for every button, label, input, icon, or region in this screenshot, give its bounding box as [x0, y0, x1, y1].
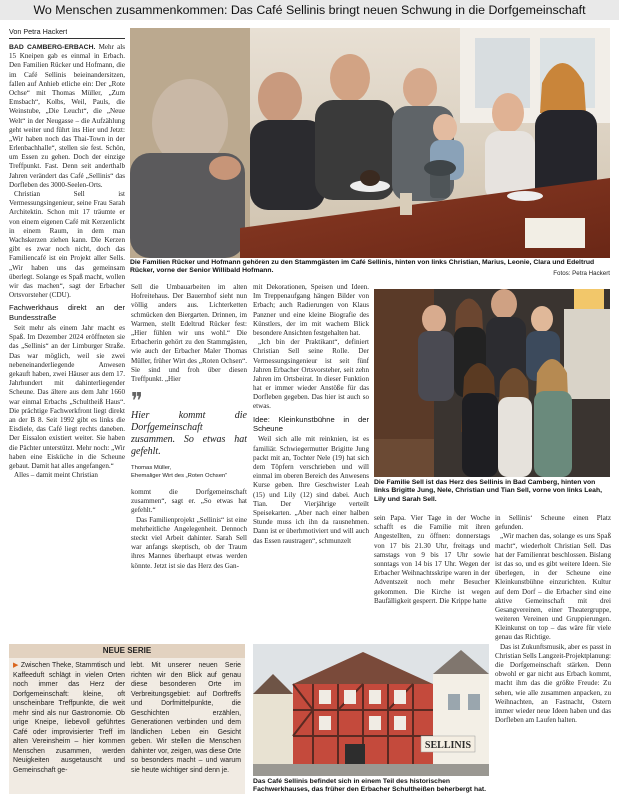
photo-families-caption: Die Familien Rücker und Hofmann gehören zu den Stammgästen im Café Sellinis, hinten von links Christian, Marius, Leonie, Clara und Edeltrud Rücker, vorne der Senior Willibald Hofmann.	[130, 259, 595, 275]
article-column-3	[253, 283, 369, 639]
triangle-bullet-icon: ▶	[13, 662, 19, 669]
headline: Wo Menschen zusammenkommen: Das Café Sellinis bringt neuen Schwung in die Dorfgemeinschaft	[0, 0, 619, 20]
photo-fachwerkhaus-caption: Das Café Sellinis befindet sich in einem Teil des historischen Fachwerkhauses, das früher den Erbacher Schultheißen beherbergt hat.	[253, 778, 487, 794]
subheading-fachwerkhaus: Fachwerkhaus direkt an der Bundesstraße	[9, 303, 125, 322]
photo-sell-family	[374, 289, 610, 477]
quotation-mark-icon: ❞	[131, 388, 143, 414]
col5-paragraph-3: Das ist Zukunftsmusik, aber es passt in Christian Sells Langzeit-Projektplanung: die Dorfgemeinschaft stärken. Denn obwohl er gar nicht aus Erbach kommt, macht ihm das die größte Freude: Zu sehen, wie alle zusammen anpacken, zu Weihnachten, an Fastnacht, Ostern immer wieder neue Ideen haben und das Dorfleben am Laufen halten.	[495, 642, 611, 725]
col3-paragraph-2: „Ich bin der Praktikant“, definiert Christian Sell seine Rolle. Der Vermessungsingenieur ist seit fünf Jahren Erbacher Ortsvorsteher, seit zehn Jahren im Ortsbeirat. In dieser Funktion hat er immer wieder Anstöße für das Dorfleben gegeben. Das hier ist auch so etwas.	[253, 338, 369, 411]
photo-fachwerkhaus	[253, 644, 489, 776]
byline-rule	[9, 38, 125, 39]
info-box-left-paragraph: Zwischen Theke, Stammtisch und Kaffeeduft schlägt in vielen Orten noch immer das Herz der Dorfgemeinschaft: kleine, oft unscheinbare Treffpunkte, die weit mehr sind als nur Gastronomie. Ob urige Kneipe, liebevoll geführtes Café oder improvisierter Treff im alten Vereinsheim – hier kommen Menschen zusammen, werden Neuigkeiten ausgetauscht und Gemeinschaft ge-	[13, 662, 125, 774]
col2-paragraph-2: kommt die Dorfgemeinschaft zusammen“, sagt er. „So etwas hat gefehlt.“	[131, 488, 247, 515]
photo-families-illustration	[130, 28, 610, 258]
col1-paragraph-4: Alles – damit meint Christian	[14, 471, 98, 480]
cafe-sign-text: SELLINIS	[424, 740, 472, 751]
quote-attribution-role: Ehemaliger Wirt des „Roten Ochsen“	[131, 473, 228, 480]
article-column-2	[131, 283, 247, 639]
info-box-text-right	[131, 661, 241, 793]
col3-paragraph-1: mit Dekorationen, Speisen und Ideen. Im Treppenaufgang hängen Bilder von Erbach; auch Radierungen von Klaus Panzner und eine kleine Biografie des Künstlers, der im mit wachem Blick besondere Ansichten festgehalten hat.	[253, 283, 369, 337]
byline: Von Petra Hackert	[9, 27, 68, 36]
col4-paragraph-1: sein Papa. Vier Tage in der Woche schafft es die Familie mit ihren Angestellten, zu öffnen: donnerstags von 17 bis 21.30 Uhr, freitags und samstags von 9 bis 17 Uhr sowie sonntags von 14 bis 17 Uhr. Wegen der Erbacher Weihnachtsskripe waren in der Adventszeit noch mehr Besucher gekommen. Die Kirche ist wegen Baufälligkeit gesperrt. Die Krippe hatte	[374, 514, 490, 605]
article-column-4	[374, 514, 490, 639]
info-box-title: NEUE SERIE	[9, 644, 245, 658]
dateline: BAD CAMBERG-ERBACH.	[9, 44, 96, 51]
photo-families-at-cafe-table	[130, 28, 610, 258]
info-box-right-paragraph: lebt. Mit unserer neuen Serie richten wir den Blick auf genau diese besonderen Orte im Verbreitungsgebiet: auf Dorftreffs und Dorfmittelpunkte, die Geschichten erzählen, Generationen verbinden und dem ländlichen Leben ein Gesicht geben. Wir stellen die Menschen dahinter vor, zeigen, was diese Orte so besonders macht – und warum sie heute wichtiger sind denn je.	[131, 662, 241, 774]
col1-paragraph-1: Mehr als 15 Kneipen gab es einmal in Erbach. Den Familien Rücker und Hofmann, die im Café Sellinis beieinandersitzen, fallen auf Anhieb etliche ein: Der „Rote Ochse“ mit Thomas Müller, „Zum Emsbach“, Kolbs, Weil, Pauls, die Weinstube, „Die Leucht“, die „Neue Welt“ in der Neugasse – die Aufzählung geht weiter und führt ins Hier und Jetzt: „Wir haben noch das Thai-Town in der Erlenbachhalle“, stellen sie fest. Schön, um Essen zu gehen. Doch der einzige Treffpunkt. Fast. Denn seit anderthalb Jahren verändert das Café „Sellinis“ das Dorfleben des 3000-Seelen-Orts.	[9, 43, 125, 189]
pull-quote: Hier kommt die Dorfgemeinschaft zusammen. So etwas hat gefehlt.	[131, 410, 247, 458]
photo-credit: Fotos: Petra Hackert	[553, 270, 610, 277]
article-column-1	[9, 43, 125, 639]
col3-paragraph-3: Weil sich alle mit reinknien, ist es familiär. Schwiegermutter Brigitte Jung packt mit an, Tochter Nele (19) hat sich dem Töpfern verschrieben und will einmal im oberen Bereich des Anwesens Kurse geben. Ihre Geschwister Leah (15) und Lily (12) sind dabei. Auch Tian. Der Vierjährige verteilt Speisekarten. „Aber nach einer halben Stunde muss ich ihn da rausnehmen. Dann ist er überhmotiviert und will auch das Essen raustragen“, schmunzelt	[253, 435, 369, 545]
col1-paragraph-3: Seit mehr als einem Jahr macht es Spaß. Im Dezember 2024 eröffneten sie das „Sellinis“ an der Limburger Straße. Das war möglich, weil sie zwei nebeneinanderliegende Anwesen gekauft haben, zwei Häuser aus dem 17. Jahrhundert mit dahinterliegender Scheune. Das ältere aus dem Jahr 1660 war einmal Erbachs „Schultheiß Haus“. Die prächtige Fachwerkfront liegt direkt an der B 8. Seit 1992 gibt es links die Eisdiele, das Café liegt rechts daneben. Der Eissalon existiert weiter. Sie haben die Pächter unterstützt. Mehr noch: „Wir haben eine Eisküche in die Scheune gebaut. Damit hat alles angefangen.“	[9, 324, 125, 470]
quote-attribution-name: Thomas Müller,	[131, 465, 172, 472]
col2-paragraph-3: Das Familienprojekt „Sellinis“ ist eine mehrheitliche Angelegenheit. Dennoch steckt viel Arbeit dahinter. Sarah Sell war anfangs skeptisch, ob der Traum ihres Mannes überhaupt etwas werden könnte. Jetzt ist sie das Herz des Gan-	[131, 515, 247, 570]
subheading-kleinkunstbuehne: Idee: Kleinkunstbühne in der Scheune	[253, 414, 369, 434]
col5-paragraph-2: „Wir machen das, solange es uns Spaß macht“, wiederholt Christian Sell. Das hat der Familienrat beschlossen. Bislang ist das so, und es gibt weitere Ideen. Sie überlegen, in der Scheune eine Kleinkunstbühne einzurichten. Kultur auf dem Dorf – die Erbacher sind eine aktive Gemeinschaft mit drei Gesangvereinen, einer Theatergruppe, weiteren Vereinen und Gruppierungen. Kleinkunst on top – das wäre für viele genau das Richtige.	[495, 532, 611, 642]
col1-paragraph-2: Christian Sell ist Vermessungsingenieur, seine Frau Sarah Architektin. Schon mit 17 träumte er von einem eigenen Café mit Kerzenlicht in einem Raum, in dem man Wachskerzen ziehen kann. Die Kerzen gibt es zwar noch nicht, doch das Familiencafé ist ein Projekt aller Sells. „Wir haben uns das gemeinsam überlegt. Solange es Spaß macht, wollen wir das machen“, sagt der Erbacher Ortsvorsteher (CDU).	[9, 190, 125, 300]
col2-paragraph-1: Sell die Umbauarbeiten im alten Hofreitehaus. Der Bauernhof sieht nun völlig anders aus. Lichterketten schmücken den Biergarten. Drinnen, im Warmen, stellt Edeltrud Rücker fest: „Hier fühlen wir uns wohl.“ Die Erbacherin gehört zu den Stammgästen, wie auch der Erbacher Maler Thomas Müller, früher Wirt des „Roten Ochsen“. Sie sind und froh über diesen Treffpunkt. „Hier	[131, 283, 247, 383]
info-box-text-left	[13, 661, 125, 793]
article-column-5	[495, 514, 611, 796]
photo-sell-family-illustration	[374, 289, 610, 477]
photo-fachwerkhaus-illustration	[253, 644, 489, 776]
photo-sell-family-caption: Die Familie Sell ist das Herz des Sellinis in Bad Camberg, hinten von links Brigitte Jung, Nele, Christian und Tian Sell, vorne von links Leah, Lily und Sarah Sell.	[374, 479, 602, 503]
col5-paragraph-1: in Sellinis‘ Scheune einen Platz gefunden.	[495, 514, 611, 532]
